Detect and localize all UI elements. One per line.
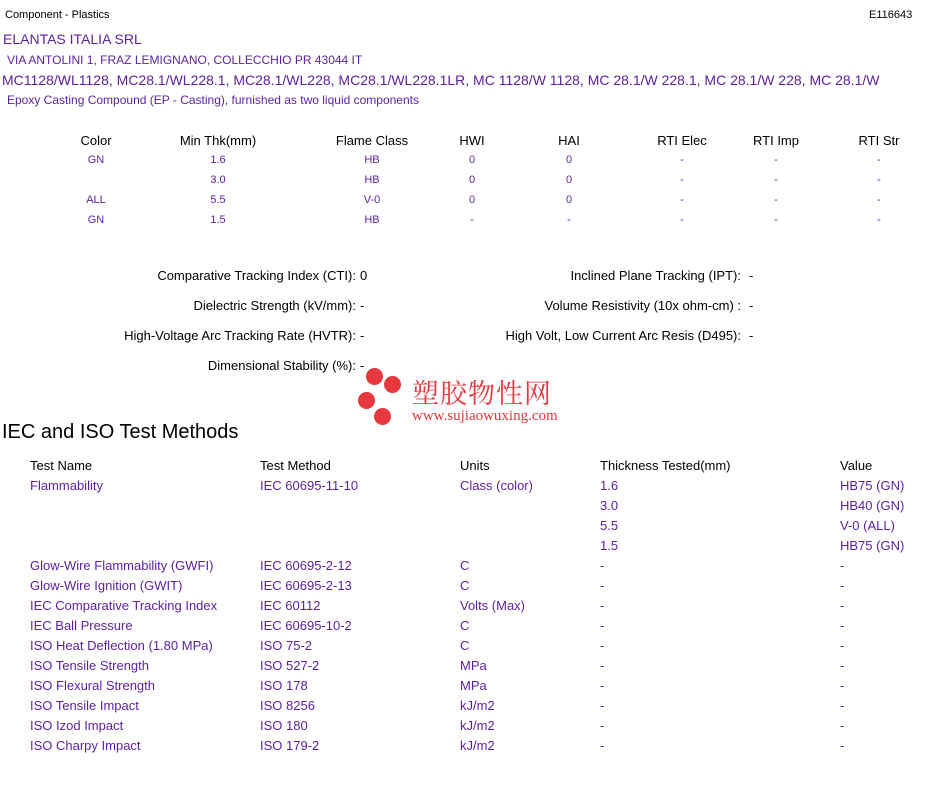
test-cell: C (460, 638, 470, 653)
ratings-cell: - (774, 194, 778, 206)
ratings-cell: HB (364, 174, 380, 186)
ratings-column-header: HAI (558, 133, 580, 148)
ratings-cell: - (680, 154, 684, 166)
ratings-cell: 3.0 (210, 174, 226, 186)
test-cell: - (600, 558, 605, 573)
watermark-url: www.sujiaowuxing.com (412, 408, 558, 424)
test-cell: - (840, 638, 845, 653)
ratings-cell: - (774, 174, 778, 186)
ratings-cell: - (567, 214, 571, 226)
test-column-header: Value (840, 458, 873, 473)
test-cell: C (460, 558, 470, 573)
ratings-column-header: RTI Str (858, 133, 900, 148)
test-cell: - (600, 658, 605, 673)
test-cell: Glow-Wire Flammability (GWFI) (30, 558, 214, 573)
watermark-dot (358, 392, 375, 409)
test-cell: - (840, 658, 845, 673)
test-cell: 5.5 (600, 518, 619, 533)
ratings-column-header: Min Thk(mm) (179, 133, 257, 148)
test-cell: HB40 (GN) (840, 498, 905, 513)
ratings-cell: ALL (86, 194, 106, 206)
test-column-header: Test Method (260, 458, 331, 473)
test-cell: IEC 60112 (260, 598, 321, 613)
ratings-cell: V-0 (363, 194, 381, 206)
watermark-dot (366, 368, 383, 385)
test-cell: ISO 179-2 (260, 738, 320, 753)
ratings-cell: 1.6 (210, 154, 226, 166)
property-value: - (749, 328, 754, 343)
test-cell: Flammability (30, 478, 103, 493)
ratings-cell: 5.5 (210, 194, 226, 206)
property-value: - (360, 298, 365, 313)
property-label: Dimensional Stability (%): (207, 358, 356, 373)
test-cell: ISO Flexural Strength (30, 678, 155, 693)
test-cell: C (460, 578, 470, 593)
property-value: - (749, 298, 754, 313)
test-column-header: Test Name (30, 458, 93, 473)
property-label: High-Voltage Arc Tracking Rate (HVTR): (124, 328, 356, 343)
ratings-cell: - (680, 174, 684, 186)
ratings-cell: 0 (468, 174, 476, 186)
ratings-cell: - (680, 214, 684, 226)
test-cell: - (600, 678, 605, 693)
ratings-column-header: HWI (459, 133, 485, 148)
property-label: Comparative Tracking Index (CTI): (157, 268, 356, 283)
test-cell: IEC 60695-10-2 (260, 618, 352, 633)
test-cell: - (840, 598, 845, 613)
product-description: Epoxy Casting Compound (EP - Casting), furnished as two liquid components (7, 93, 419, 107)
property-value: - (360, 358, 365, 373)
ratings-cell: 0 (565, 154, 573, 166)
test-cell: kJ/m2 (460, 718, 495, 733)
test-cell: IEC Ball Pressure (30, 618, 133, 633)
test-cell: - (840, 578, 845, 593)
ratings-cell: - (774, 154, 778, 166)
test-cell: V-0 (ALL) (840, 518, 895, 533)
test-cell: 1.6 (600, 478, 619, 493)
property-label: Volume Resistivity (10x ohm-cm) : (544, 298, 741, 313)
test-cell: HB75 (GN) (840, 478, 905, 493)
test-cell: IEC 60695-11-10 (260, 478, 359, 493)
ratings-cell: GN (87, 214, 105, 226)
ratings-cell: - (877, 154, 881, 166)
test-cell: ISO Tensile Strength (30, 658, 149, 673)
company-address: VIA ANTOLINI 1, FRAZ LEMIGNANO, COLLECCHIO PR 43044 IT (7, 53, 363, 67)
test-cell: 3.0 (600, 498, 619, 513)
test-cell: - (600, 738, 605, 753)
ratings-cell: HB (364, 214, 380, 226)
ratings-column-header: RTI Elec (657, 133, 707, 148)
test-cell: IEC Comparative Tracking Index (30, 598, 218, 613)
test-cell: ISO Heat Deflection (1.80 MPa) (30, 638, 213, 653)
test-cell: - (840, 618, 845, 633)
test-cell: ISO 180 (260, 718, 308, 733)
test-cell: - (840, 718, 845, 733)
test-cell: IEC 60695-2-13 (260, 578, 352, 593)
test-cell: C (460, 618, 470, 633)
test-cell: ISO 178 (260, 678, 308, 693)
ratings-column-header: Color (80, 133, 112, 148)
property-value: 0 (360, 268, 368, 283)
test-cell: ISO Izod Impact (30, 718, 124, 733)
test-cell: - (600, 598, 605, 613)
ratings-cell: 0 (468, 154, 476, 166)
test-cell: ISO 8256 (260, 698, 315, 713)
test-cell: - (600, 578, 605, 593)
document-category: Component - Plastics (5, 9, 110, 21)
watermark-chinese-text: 塑胶物性网 (412, 379, 552, 410)
ratings-cell: 0 (468, 194, 476, 206)
watermark-logo (356, 366, 596, 428)
ratings-cell: - (877, 174, 881, 186)
test-cell: - (600, 718, 605, 733)
section-title: IEC and ISO Test Methods (2, 421, 239, 443)
test-cell: - (840, 678, 845, 693)
test-cell: - (840, 738, 845, 753)
test-cell: HB75 (GN) (840, 538, 905, 553)
ratings-column-header: RTI Imp (753, 133, 799, 148)
ratings-cell: - (470, 214, 474, 226)
file-number: E116643 (869, 9, 913, 21)
test-cell: Glow-Wire Ignition (GWIT) (30, 578, 183, 593)
test-cell: ISO 75-2 (260, 638, 313, 653)
test-cell: ISO Tensile Impact (30, 698, 139, 713)
test-cell: - (600, 698, 605, 713)
ratings-cell: - (774, 214, 778, 226)
test-cell: - (840, 698, 845, 713)
test-cell: kJ/m2 (460, 738, 495, 753)
test-cell: Class (color) (460, 478, 533, 493)
watermark-dot (384, 376, 401, 393)
ratings-cell: - (877, 214, 881, 226)
ratings-cell: 0 (565, 194, 573, 206)
test-cell: - (600, 638, 605, 653)
test-cell: ISO Charpy Impact (30, 738, 141, 753)
ratings-cell: 1.5 (210, 214, 226, 226)
test-cell: Volts (Max) (460, 598, 526, 613)
test-cell: IEC 60695-2-12 (260, 558, 352, 573)
test-cell: - (600, 618, 605, 633)
property-label: High Volt, Low Current Arc Resis (D495): (505, 328, 741, 343)
property-value: - (360, 328, 365, 343)
ratings-cell: - (877, 194, 881, 206)
model-numbers: MC1128/WL1128, MC28.1/WL228.1, MC28.1/WL228, MC28.1/WL228.1LR, MC 1128/W 1128, MC 28.1/W 228.1, MC 28.1/W 228, MC 28.1/W (2, 72, 880, 88)
test-cell: ISO 527-2 (260, 658, 320, 673)
company-name: ELANTAS ITALIA SRL (3, 31, 142, 47)
property-label: Inclined Plane Tracking (IPT): (570, 268, 741, 283)
test-cell: MPa (460, 678, 487, 693)
test-cell: 1.5 (600, 538, 619, 553)
test-cell: - (840, 558, 845, 573)
ratings-cell: 0 (565, 174, 573, 186)
test-cell: kJ/m2 (460, 698, 495, 713)
test-cell: MPa (460, 658, 487, 673)
property-value: - (749, 268, 754, 283)
ratings-cell: GN (87, 154, 105, 166)
test-column-header: Units (460, 458, 490, 473)
ratings-cell: - (680, 194, 684, 206)
ratings-cell: HB (364, 154, 380, 166)
property-label: Dielectric Strength (kV/mm): (193, 298, 356, 313)
watermark-dot (374, 408, 391, 425)
ratings-column-header: Flame Class (335, 133, 409, 148)
test-column-header: Thickness Tested(mm) (600, 458, 731, 473)
